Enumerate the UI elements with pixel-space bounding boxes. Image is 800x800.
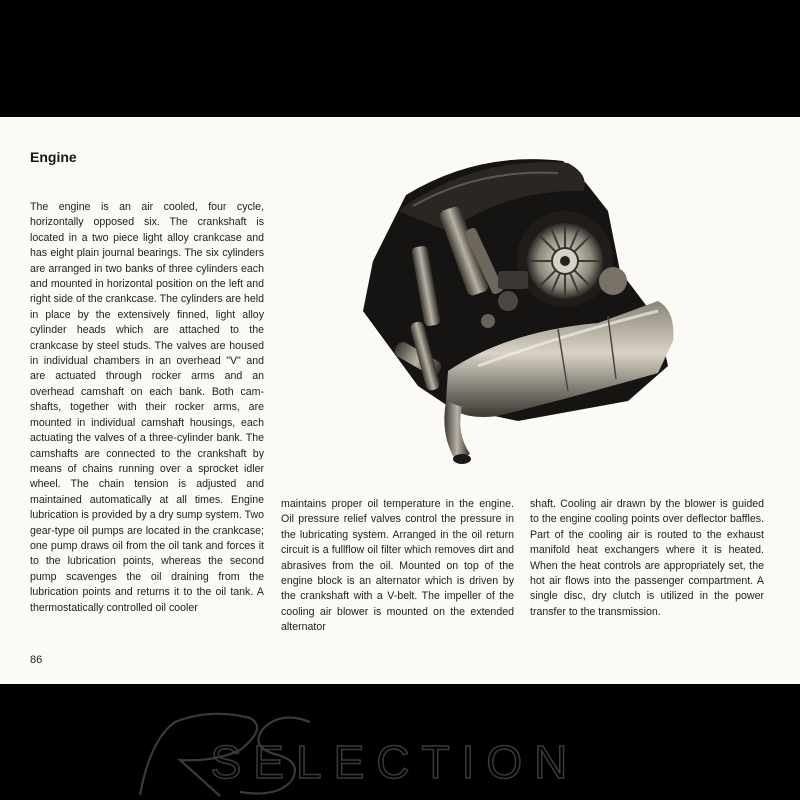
text-column-3: shaft. Cooling air drawn by the blower is guided to the engine cooling points over deflector baffles. Part of the cooling air is routed to the exhaust manifold heat exchangers where it is heated. When the heat controls are appropriately set, the hot air flows into the passenger compartment. A single disc, dry clutch is utilized in the power transfer to the transmission. [530, 498, 764, 618]
text-column-2: maintains proper oil temperature in the engine. Oil pressure relief valves control the pressure in the lubricating system. Arranged in the oil return circuit is a fullflow oil filter which removes dirt and abrasives from the oil. Mounted on top of the engine block is an alternator which is driven by the crankshaft with a V-belt. The impeller of the cooling air blower is mounted on the extended alternator [281, 498, 514, 634]
watermark-text: SELECTION [210, 736, 580, 788]
engine-photo [358, 151, 683, 481]
selection-rs-logo [0, 700, 800, 800]
page-title: Engine [30, 149, 77, 165]
page-number: 86 [30, 654, 43, 666]
manual-page [0, 117, 800, 684]
text-column-1: The engine is an air cooled, four cycle, horizontally opposed six. The crankshaft is located in a two piece light alloy crankcase and has eight plain journal bearings. The six cylinders are arranged in two banks of three cylinders each and mounted in horizontal position on the left and right side of the crankcase. The cylinders are held in place by the extensively finned, light alloy cylinder heads which are attached to the crankcase by steel studs. The valves are housed in individual chambers in an overhead "V" and are actuated through rocker arms and an overhead camshaft on each bank. Both camshafts, together with their rocker arms, are mounted in individual camshaft housings, each actuating the valves of a three-cylinder bank. The camshafts are connected to the crankshaft by means of chains running over a sprocket idler wheel. The chain tension is adjusted and maintained automatically at all times. Engine lubrication is provided by a dry sump system. Two gear-type oil pumps are located in the crankcase; one pump draws oil from the oil tank and forces it to the lubrication points, whereas the second pump scavenges the oil draining from the lubrication points and returns it to the oil tank. A thermostatically controlled oil cooler [30, 201, 264, 614]
